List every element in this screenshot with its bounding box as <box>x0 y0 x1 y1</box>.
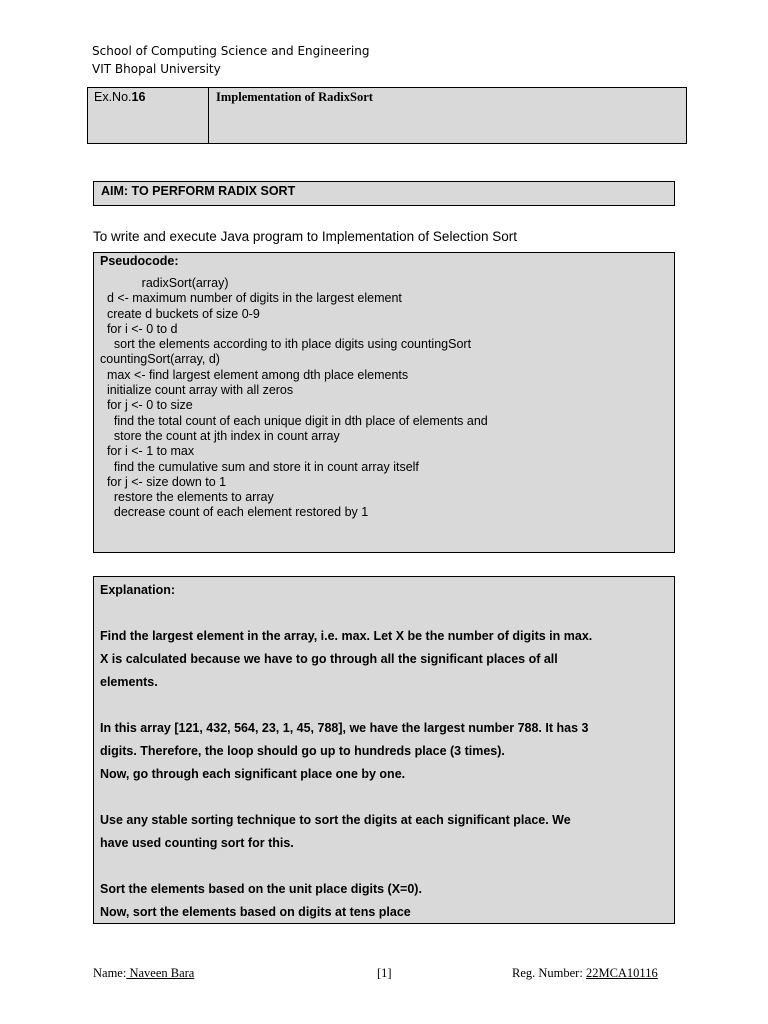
footer-reg <box>512 966 658 981</box>
footer-page-number: [1] <box>377 966 392 980</box>
school-name: School of Computing Science and Engineering <box>92 44 370 58</box>
pseudocode-box <box>93 252 675 553</box>
pseudocode-lines <box>100 276 488 521</box>
explanation-line <box>100 855 592 878</box>
explanation-line: Now, go through each significant place one by one. <box>100 767 406 781</box>
explanation-box <box>93 576 675 924</box>
exercise-title: Implementation of RadixSort <box>216 90 373 104</box>
aim-text: AIM: TO PERFORM RADIX SORT <box>101 184 296 198</box>
explanation-line: In this array [121, 432, 564, 23, 1, 45, 788], we have the largest number 788. It has 3 <box>100 721 589 735</box>
document-header <box>92 42 369 78</box>
footer-reg-value: 22MCA10116 <box>585 966 658 980</box>
pseudocode-line: for j <- size down to 1 <box>100 474 227 489</box>
footer-reg-label: Reg. Number: <box>512 966 586 980</box>
exercise-label: Ex.No. <box>94 90 132 104</box>
explanation-line <box>100 694 592 717</box>
pseudocode-line: store the count at jth index in count array <box>100 428 340 443</box>
explanation-line: have used counting sort for this. <box>100 836 294 850</box>
table-divider <box>208 88 209 143</box>
pseudocode-line: sort the elements according to ith place digits using countingSort <box>100 337 472 352</box>
pseudocode-line: radixSort(array) <box>100 276 229 290</box>
university-name: VIT Bhopal University <box>92 62 221 76</box>
pseudocode-line: find the total count of each unique digit in dth place of elements and <box>100 413 488 428</box>
explanation-title: Explanation: <box>100 583 176 597</box>
document-footer <box>0 966 768 984</box>
pseudocode-line: initialize count array with all zeros <box>100 383 294 398</box>
intro-text: To write and execute Java program to Implementation of Selection Sort <box>93 229 517 244</box>
pseudocode-line: countingSort(array, d) <box>100 352 220 367</box>
aim-box <box>93 181 675 206</box>
pseudocode-line: decrease count of each element restored by 1 <box>100 505 369 520</box>
footer-name <box>93 966 194 981</box>
pseudocode-line: for j <- 0 to size <box>100 398 193 413</box>
explanation-lines <box>100 579 592 924</box>
pseudocode-line: for i <- 0 to d <box>100 321 178 336</box>
pseudocode-line: for i <- 1 to max <box>100 444 195 459</box>
exercise-number-value: 16 <box>131 90 146 104</box>
footer-name-label: Name: <box>93 966 127 980</box>
explanation-line <box>100 786 592 809</box>
explanation-line: Sort the elements based on the unit place digits (X=0). <box>100 882 422 896</box>
pseudocode-line: find the cumulative sum and store it in count array itself <box>100 459 419 474</box>
explanation-line: X is calculated because we have to go through all the significant places of all <box>100 652 558 666</box>
footer-name-value: Naveen Bara <box>126 966 195 980</box>
exercise-table <box>87 87 687 144</box>
explanation-line: Use any stable sorting technique to sort the digits at each significant place. We <box>100 813 571 827</box>
exercise-number <box>94 90 145 104</box>
explanation-line: Now, sort the elements based on digits at tens place <box>100 905 411 919</box>
pseudocode-title: Pseudocode: <box>100 254 179 268</box>
explanation-line: digits. Therefore, the loop should go up to hundreds place (3 times). <box>100 744 505 758</box>
explanation-line: elements. <box>100 675 158 689</box>
explanation-line <box>100 602 592 625</box>
pseudocode-line: d <- maximum number of digits in the largest element <box>100 291 402 306</box>
pseudocode-line: create d buckets of size 0-9 <box>100 306 260 321</box>
explanation-line: Find the largest element in the array, i.e. max. Let X be the number of digits in max. <box>100 629 593 643</box>
pseudocode-line: max <- find largest element among dth place elements <box>100 367 409 382</box>
pseudocode-line: restore the elements to array <box>100 490 274 505</box>
